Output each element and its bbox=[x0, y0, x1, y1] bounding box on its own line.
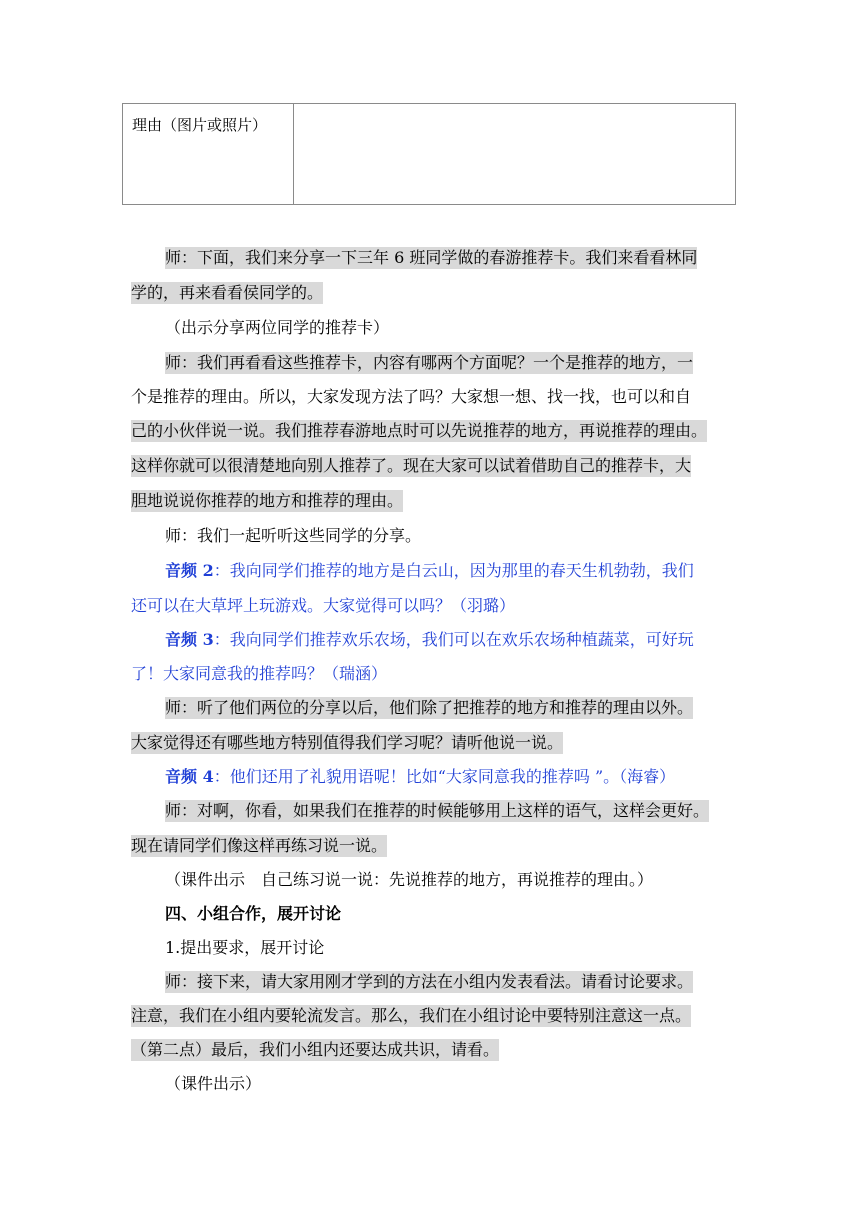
paragraph-line: 己的小伙伴说一说。我们推荐春游地点时可以先说推荐的地方，再说推荐的理由。 bbox=[131, 421, 708, 440]
courseware-note: （课件出示） bbox=[165, 1074, 262, 1093]
paragraph-line: 师：我们一起听听这些同学的分享。 bbox=[165, 526, 422, 545]
paragraph-line: 现在请同学们像这样再练习说一说。 bbox=[131, 836, 388, 855]
sub-heading: 1.提出要求，展开讨论 bbox=[165, 938, 325, 957]
audio-2-line bbox=[165, 560, 694, 582]
table-cell-label: 理由（图片或照片） bbox=[123, 104, 294, 204]
audio-2-line-cont: 还可以在大草坪上玩游戏。大家觉得可以吗？（羽璐） bbox=[131, 596, 516, 615]
paragraph-line: 师：我们再看看这些推荐卡，内容有哪两个方面呢？一个是推荐的地方，一 bbox=[165, 353, 694, 372]
audio-3-label: 音频 3 bbox=[165, 630, 214, 649]
paragraph-line: 胆地说说你推荐的地方和推荐的理由。 bbox=[131, 491, 404, 510]
audio-4-line bbox=[165, 766, 675, 788]
paragraph-line: 注意，我们在小组内要轮流发言。那么，我们在小组讨论中要特别注意这一点。 bbox=[131, 1006, 692, 1025]
paragraph-line: 大家觉得还有哪些地方特别值得我们学习呢？请听他说一说。 bbox=[131, 733, 564, 752]
audio-3-line-cont: 了！大家同意我的推荐吗？（瑞涵） bbox=[131, 664, 388, 683]
reason-table bbox=[122, 103, 736, 205]
paragraph-line: 师：对啊，你看，如果我们在推荐的时候能够用上这样的语气，这样会更好。 bbox=[165, 801, 710, 820]
paragraph-line: 师：听了他们两位的分享以后，他们除了把推荐的地方和推荐的理由以外。 bbox=[165, 698, 694, 717]
audio-4-text: ：他们还用了礼貌用语呢！比如“大家同意我的推荐吗 ”。（海睿） bbox=[213, 767, 676, 786]
audio-2-label: 音频 2 bbox=[165, 561, 214, 580]
paragraph-line: 这样你就可以很清楚地向别人推荐了。现在大家可以试着借助自己的推荐卡，大 bbox=[131, 456, 692, 475]
section-heading: 四、小组合作，展开讨论 bbox=[165, 904, 342, 923]
paragraph-line: 师：接下来，请大家用刚才学到的方法在小组内发表看法。请看讨论要求。 bbox=[165, 972, 694, 991]
audio-2-text: ：我向同学们推荐的地方是白云山，因为那里的春天生机勃勃，我们 bbox=[213, 561, 694, 580]
paragraph-line: 个是推荐的理由。所以，大家发现方法了吗？大家想一想、找一找，也可以和自 bbox=[131, 387, 692, 406]
courseware-note: （课件出示 自己练习说一说：先说推荐的地方，再说推荐的理由。） bbox=[165, 870, 654, 889]
audio-3-line bbox=[165, 629, 694, 651]
paragraph-line: （出示分享两位同学的推荐卡） bbox=[165, 318, 390, 337]
paragraph-line: （第二点）最后，我们小组内还要达成共识，请看。 bbox=[131, 1040, 500, 1059]
paragraph-line: 学的，再来看看侯同学的。 bbox=[131, 283, 324, 302]
audio-3-text: ：我向同学们推荐欢乐农场，我们可以在欢乐农场种植蔬菜，可好玩 bbox=[213, 630, 694, 649]
audio-4-label: 音频 4 bbox=[165, 767, 214, 786]
paragraph-line: 师：下面，我们来分享一下三年 6 班同学做的春游推荐卡。我们来看看林同 bbox=[165, 248, 698, 267]
